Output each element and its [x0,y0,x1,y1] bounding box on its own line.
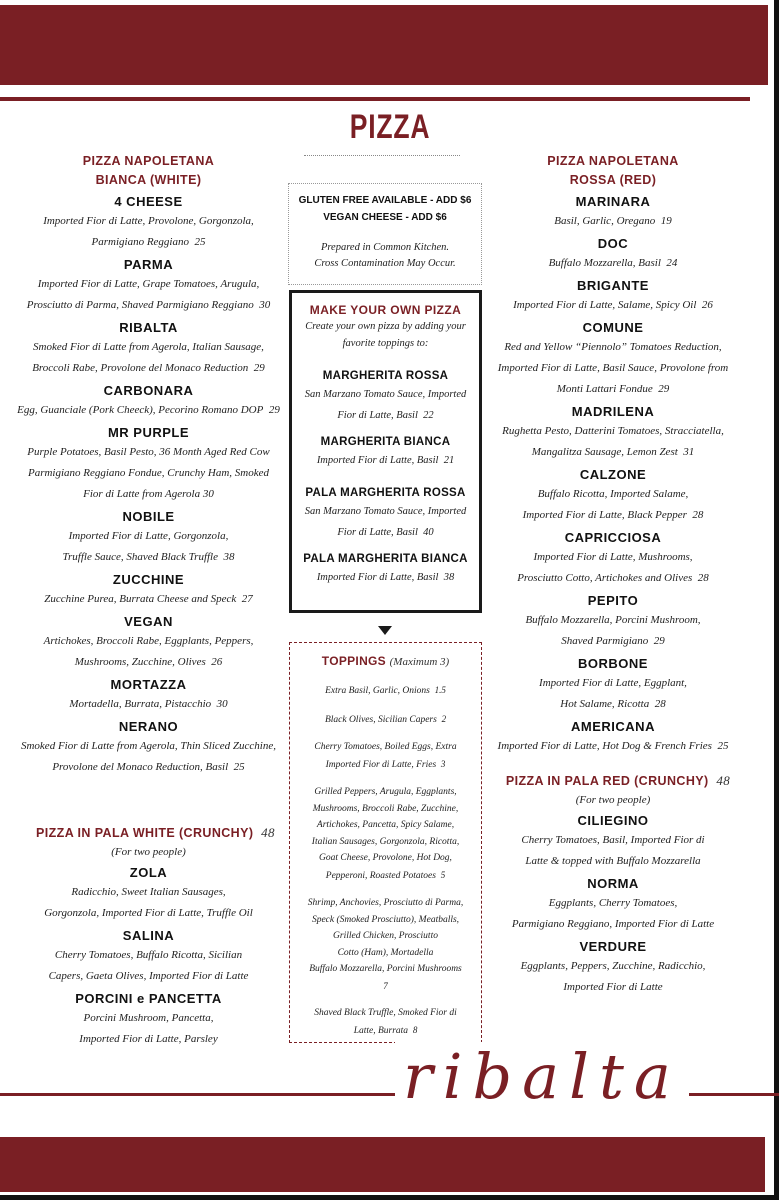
base-pizza [292,434,479,471]
menu-item [486,717,740,757]
item-desc: Zucchine Purea, Burrata Cheese and Speck [44,593,237,605]
item-price: 19 [660,215,672,227]
base-pizza-desc: San Marzano Tomato Sauce, Imported [304,389,467,400]
item-name: SALINA [122,928,175,943]
toppings-title [290,653,481,670]
menu-item [486,465,740,526]
topping-price: 2 [441,713,447,724]
item-name: CALZONE [579,467,647,482]
item-desc: Imported Fior di Latte, Basil Sauce, Provolone from [497,362,729,374]
item-desc: Imported Fior di Latte [563,981,663,993]
item-name: NERANO [118,719,179,734]
item-desc: Imported Fior di Latte, Salame, Spicy Oil [513,299,697,311]
topping-list: Latte, Burrata [353,1025,409,1036]
item-price: 25 [717,740,729,752]
base-pizza-price: 21 [443,455,455,466]
item-desc: Buffalo Ricotta, Imported Salame, [537,488,689,500]
base-pizza-name: PALA MARGHERITA BIANCA [303,553,468,565]
item-desc-line [486,568,740,589]
page-title: PIZZA [349,108,431,146]
menu-item [486,234,740,274]
item-price: 30 [259,299,271,311]
menu-item [486,276,740,316]
topping-list: Grilled Peppers, Arugula, Eggplants, [314,787,457,797]
section-heading-pala-red [486,771,740,791]
item-desc: Imported Fior di Latte, Black Pepper [522,509,687,521]
item-desc: Radicchio, Sweet Italian Sausages, [71,886,226,898]
item-desc: Mushrooms, Zucchine, Olives [74,656,206,668]
item-name: BRIGANTE [577,278,649,293]
base-pizza-desc: Imported Fior di Latte, Basil [316,572,439,583]
item-price: 29 [658,383,670,395]
item-price: 25 [194,236,206,248]
item-price: 31 [683,446,695,458]
make-your-own-intro [292,318,479,352]
menu-item [0,423,297,505]
item-desc: Buffalo Mozzarella, Basil [548,257,661,269]
menu-item [0,717,297,778]
topping-list: Shaved Black Truffle, Smoked Fior di [314,1008,457,1018]
toppings-max: (Maximum 3) [389,656,450,668]
topping-price: 1.5 [434,685,446,695]
topping-list: Black Olives, Sicilian Capers [324,714,437,725]
pala-red-price: 48 [716,773,731,788]
item-desc: Latte & topped with Buffalo Mozzarella [525,855,701,867]
make-your-own-title: MAKE YOUR OWN PIZZA [309,303,462,317]
item-desc: Prosciutto di Parma, Shaved Parmigiano Reggiano [26,299,254,311]
topping-price: 8 [412,1024,418,1035]
base-pizza-desc: Imported Fior di Latte, Basil [316,455,439,466]
menu-item [486,874,740,935]
menu-item [0,989,297,1050]
item-desc: Cherry Tomatoes, Basil, Imported Fior di [521,834,705,846]
base-pizza-desc: Fior di Latte, Basil [337,527,418,538]
topping-price: 7 [383,980,388,991]
topping-list: Artichokes, Pancetta, Spicy Salame, [316,820,455,830]
item-desc: Rughetta Pesto, Datterini Tomatoes, Stracciatella, [502,425,724,437]
ribalta-signature-logo: ribalta [395,1042,689,1112]
item-desc: Parmigiano Reggiano Fondue, Crunchy Ham, Smoked [27,467,270,479]
item-name: CARBONARA [103,383,194,398]
title-divider [304,155,460,156]
base-pizza-price: 38 [443,572,455,583]
item-desc-line [0,232,297,253]
item-desc-line [0,694,297,715]
section-subheading-bianca: BIANCA (WHITE) [95,173,202,187]
menu-item [486,402,740,463]
topping-list: Imported Fior di Latte, Fries [325,759,437,770]
base-pizza-name: MARGHERITA ROSSA [322,370,449,382]
item-desc-line [486,211,740,232]
item-name: CILIEGINO [577,813,649,828]
dietary-info-box [288,183,482,285]
item-name: NORMA [587,876,639,891]
item-desc-line [0,295,297,316]
menu-item [486,937,740,998]
menu-item [0,926,297,987]
item-price: 28 [692,509,704,521]
item-price: 29 [653,635,665,647]
right-edge [774,0,779,1200]
bottom-edge [0,1195,779,1200]
item-desc: Purple Potatoes, Basil Pesto, 36 Month Aged Red Cow [27,446,270,458]
item-desc: Buffalo Mozzarella, Porcini Mushroom, [525,614,701,626]
item-desc: Basil, Garlic, Oregano [554,215,656,227]
topping-list: Speck (Smoked Prosciutto), Meatballs, [311,914,460,925]
topping-tier [290,1005,481,1039]
item-desc-line [0,757,297,778]
item-price: 30 [202,488,214,500]
item-desc: Mangalitza Sausage, Lemon Zest [531,446,678,458]
item-desc: Fior di Latte from Agerola [83,488,201,500]
item-desc: Provolone del Monaco Reduction, Basil [52,761,229,773]
section-heading-pala-white [0,823,297,843]
item-desc: Gorgonzola, Imported Fior di Latte, Truffle Oil [44,907,253,919]
item-desc-line [486,295,740,316]
topping-tier [290,682,481,700]
item-price: 26 [701,299,713,311]
item-desc: Parmigiano Reggiano, Imported Fior di Latte [511,918,715,930]
base-pizza-name: PALA MARGHERITA ROSSA [305,487,466,499]
item-price: 28 [697,572,709,584]
item-desc: Broccoli Rabe, Provolone del Monaco Reduction [32,362,249,374]
item-desc: Imported Fior di Latte, Eggplant, [539,677,687,689]
serving-note: (For two people) [575,794,651,806]
menu-item [0,612,297,673]
menu-item [486,591,740,652]
item-desc: Artichokes, Broccoli Rabe, Eggplants, Peppers, [43,635,254,647]
item-name: CAPRICCIOSA [564,530,662,545]
topping-tier [290,895,481,994]
menu-item [0,863,297,924]
base-pizza [292,485,479,543]
item-desc: Capers, Gaeta Olives, Imported Fior di Latte [48,970,249,982]
item-desc: Eggplants, Cherry Tomatoes, [548,897,678,909]
item-name: BORBONE [578,656,648,671]
item-name: DOC [597,236,629,251]
item-price: 25 [233,761,245,773]
topping-list: Pepperoni, Roasted Potatoes [325,870,436,881]
item-desc: Imported Fior di Latte, Mushrooms, [533,551,693,563]
pala-red-heading: PIZZA IN PALA RED (CRUNCHY) [505,774,709,788]
base-pizza-price: 22 [423,410,434,421]
item-desc-line [486,379,740,400]
menu-item [0,507,297,568]
item-desc: Smoked Fior di Latte from Agerola, Thin Sliced Zucchine, [20,740,276,752]
bottom-band [0,1137,765,1192]
base-pizza-price: 40 [423,527,434,538]
topping-list: Grilled Chicken, Prosciutto [333,931,438,941]
item-desc: Parmigiano Reggiano [91,236,189,248]
item-name: PORCINI e PANCETTA [75,991,222,1006]
section-heading-bianca: PIZZA NAPOLETANA [82,154,215,168]
item-desc: Mortadella, Burrata, Pistacchio [69,698,212,710]
item-price: 27 [241,593,253,605]
kitchen-note [289,240,481,272]
intro-line: Create your own pizza by adding your [305,321,466,332]
menu-item [0,570,297,610]
item-name: RIBALTA [119,320,178,335]
topping-tier [290,784,481,884]
menu-item [0,255,297,316]
item-desc: Imported Fior di Latte, Grape Tomatoes, Arugula, [37,278,260,290]
topping-price: 5 [440,869,446,880]
item-desc-line [0,547,297,568]
base-pizza [292,551,479,588]
item-price: 38 [223,551,235,563]
item-name: PARMA [123,257,174,272]
vegan-cheese-note: VEGAN CHEESE - ADD $6 [323,212,447,223]
item-desc: Porcini Mushroom, Pancetta, [83,1012,214,1024]
item-desc: Cherry Tomatoes, Buffalo Ricotta, Sicilian [54,949,243,961]
serving-note: (For two people) [111,846,186,858]
item-price: 29 [253,362,265,374]
item-desc-line [486,631,740,652]
top-band [0,5,768,85]
item-desc: Monti Lattari Fondue [556,383,653,395]
item-desc: Truffle Sauce, Shaved Black Truffle [62,551,218,563]
item-name: PEPITO [587,593,639,608]
kitchen-note-line: Cross Contamination May Occur. [314,258,456,269]
pala-white-price: 48 [261,825,275,840]
gluten-free-note: GLUTEN FREE AVAILABLE - ADD $6 [298,195,472,206]
menu-item [486,654,740,715]
topping-list: Goat Cheese, Provolone, Hot Dog, [319,853,452,863]
section-heading-rossa: PIZZA NAPOLETANA [547,154,679,168]
menu-item [0,318,297,379]
base-pizza-desc-line [292,522,479,543]
base-pizza-desc-line [292,450,479,471]
item-desc: Eggplants, Peppers, Zucchine, Radicchio, [520,960,706,972]
section-subheading-rossa: ROSSA (RED) [569,173,657,187]
topping-list: Shrimp, Anchovies, Prosciutto di Parma, [307,898,464,908]
item-desc: Prosciutto Cotto, Artichokes and Olives [517,572,693,584]
item-desc-line [0,400,297,421]
item-desc-line [486,505,740,526]
item-name: MR PURPLE [107,425,190,440]
item-price: 24 [666,257,678,269]
item-desc: Shaved Parmigiano [561,635,649,647]
item-desc: Hot Salame, Ricotta [560,698,650,710]
menu-item [486,528,740,589]
topping-price: 3 [440,758,446,769]
item-name: VERDURE [579,939,647,954]
make-your-own-box [289,290,482,613]
arrow-down-icon [378,626,392,635]
menu-item [0,192,297,253]
item-name: MARINARA [575,194,651,209]
right-column [486,152,740,998]
base-pizza-desc: Fior di Latte, Basil [337,410,418,421]
menu-item [486,811,740,872]
item-name: MORTAZZA [110,677,187,692]
item-price: 28 [654,698,666,710]
base-pizza [292,368,479,426]
base-pizza-name: MARGHERITA BIANCA [320,436,451,448]
menu-item [0,675,297,715]
menu-item [0,381,297,421]
menu-item [486,192,740,232]
topping-tier [290,739,481,773]
item-desc-line [486,253,740,274]
toppings-heading: TOPPINGS [321,654,386,668]
item-desc: Red and Yellow “Piennolo” Tomatoes Reduction, [504,341,722,353]
item-name: 4 CHEESE [114,194,183,209]
item-desc-line [486,736,740,757]
toppings-box [289,642,482,1043]
topping-tier [290,711,481,729]
item-name: ZOLA [129,865,168,880]
item-desc-line [0,589,297,610]
item-price: 29 [268,404,280,416]
item-name: VEGAN [124,614,173,629]
kitchen-note-line: Prepared in Common Kitchen. [320,242,450,253]
menu-item [486,318,740,400]
left-column [0,152,297,1050]
item-desc: Imported Fior di Latte, Provolone, Gorgonzola, [43,215,254,227]
item-price: 26 [211,656,223,668]
top-rule [0,97,750,101]
item-desc-line [0,358,297,379]
base-pizza-desc-line [292,567,479,588]
item-price: 30 [216,698,228,710]
item-name: COMUNE [582,320,644,335]
item-name: ZUCCHINE [112,572,185,587]
item-name: NOBILE [122,509,175,524]
item-desc: Imported Fior di Latte, Gorgonzola, [68,530,229,542]
pala-white-heading: PIZZA IN PALA WHITE (CRUNCHY) [36,826,254,840]
item-desc-line [486,442,740,463]
base-pizza-desc-line [292,405,479,426]
topping-list: Cotto (Ham), Mortadella [337,947,434,958]
base-pizza-desc: San Marzano Tomato Sauce, Imported [304,506,467,517]
item-name: AMERICANA [571,719,655,734]
topping-list: Mushrooms, Broccoli Rabe, Zucchine, [312,803,459,814]
topping-list: Extra Basil, Garlic, Onions [325,686,430,696]
topping-list: Italian Sausages, Gorgonzola, Ricotta, [311,836,460,847]
item-desc: Smoked Fior di Latte from Agerola, Italian Sausage, [33,341,264,353]
item-name: MADRILENA [571,404,655,419]
item-desc: Imported Fior di Latte, Parsley [79,1033,218,1045]
item-desc: Egg, Guanciale (Pork Cheeck), Pecorino Romano DOP [17,404,264,416]
item-desc: Imported Fior di Latte, Hot Dog & French Fries [497,740,712,752]
topping-list: Buffalo Mozzarella, Porcini Mushrooms [309,964,462,974]
item-desc-line [0,652,297,673]
topping-list: Cherry Tomatoes, Boiled Eggs, Extra [314,742,457,752]
item-desc-line [0,484,297,505]
item-desc-line [486,694,740,715]
intro-line: favorite toppings to: [342,338,429,349]
